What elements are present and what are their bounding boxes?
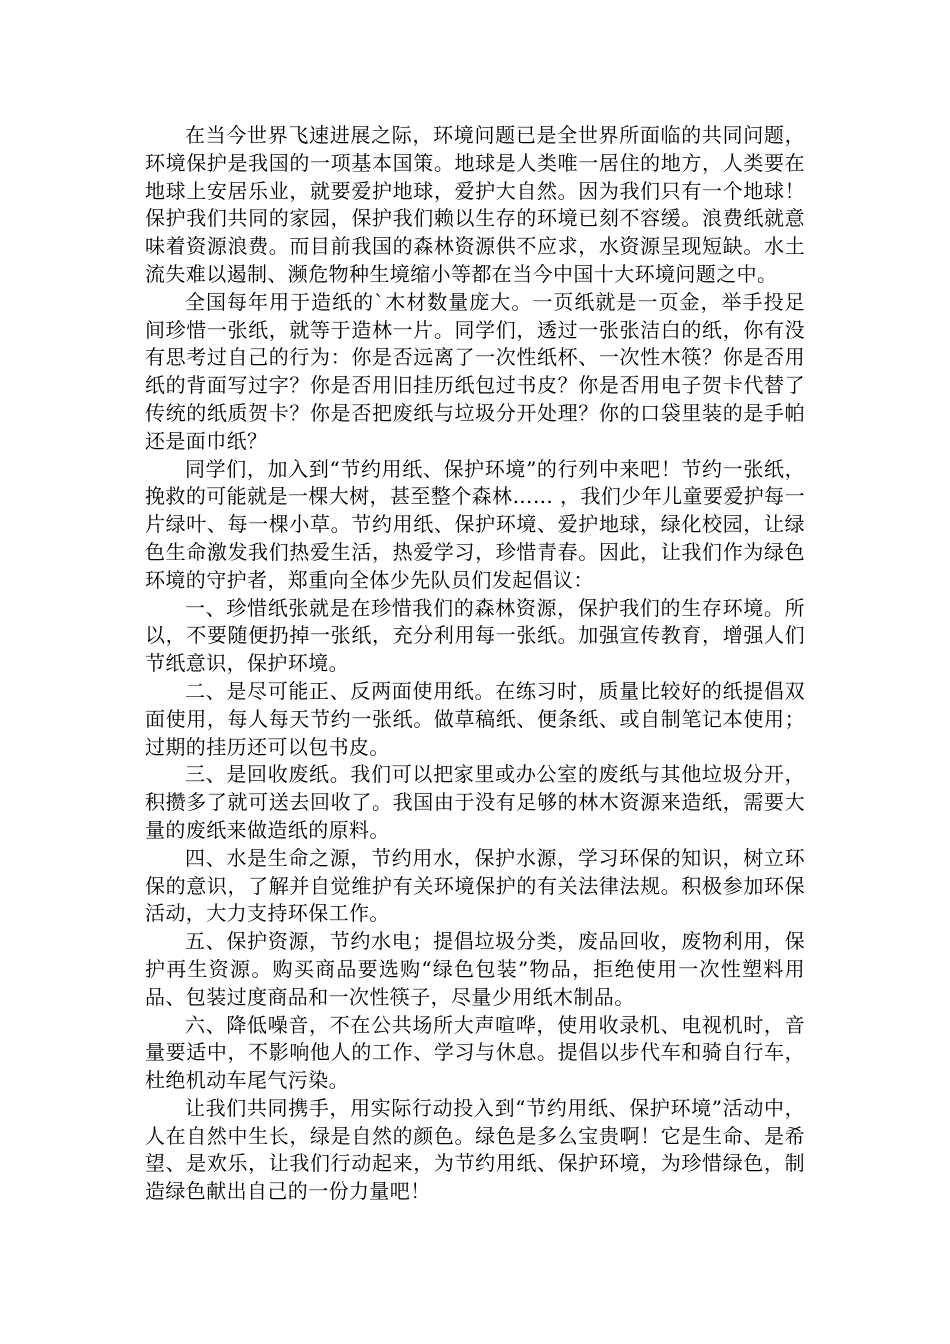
proposal-item-5: 五、保护资源，节约水电；提倡垃圾分类，废品回收，废物利用，保护再生资源。购买商品要选购“绿色包装”物品，拒绝使用一次性塑料用品、包装过度商品和一次性筷子，尽量少用纸木制品。 [145, 929, 805, 1009]
proposal-item-1: 一、珍惜纸张就是在珍惜我们的森林资源，保护我们的生存环境。所以，不要随便扔掉一张纸，充分利用每一张纸。加强宣传教育，增强人们节纸意识，保护环境。 [145, 595, 805, 676]
paragraph-paper-usage: 全国每年用于造纸的`木材数量庞大。一页纸就是一页金，举手投足间珍惜一张纸，就等于造林一片。同学们，透过一张张洁白的纸，你有没有思考过自己的行为：你是否远离了一次性纸杯、一次性木筷？你是否用纸的背面写过字？你是否用旧挂历纸包过书皮？你是否用电子贺卡代替了传统的纸质贺卡？你是否把废纸与垃圾分开处理？你的口袋里装的是手帕还是面巾纸？ [145, 289, 805, 453]
proposal-item-6: 六、降低噪音，不在公共场所大声喧哗，使用收录机、电视机时，音量要适中，不影响他人的工作、学习与休息。提倡以步代车和骑自行车，杜绝机动车尾气污染。 [145, 1012, 805, 1093]
document-body [145, 122, 805, 1206]
proposal-item-2: 二、是尽可能正、反两面使用纸。在练习时，质量比较好的纸提倡双面使用，每人每天节约一张纸。做草稿纸、便条纸、或自制笔记本使用；过期的挂历还可以包书皮。 [145, 678, 805, 759]
paragraph-closing: 让我们共同携手，用实际行动投入到“节约用纸、保护环境”活动中， 人在自然中生长，绿是自然的颜色。绿色是多么宝贵啊！它是生命、是希望、是欢乐，让我们行动起来，为节约用纸、保护环境，为珍惜绿色，制造绿色献出自己的一份力量吧！ [145, 1095, 805, 1204]
paragraph-call-to-action: 同学们，加入到“节约用纸、保护环境”的行列中来吧！节约一张纸，挽救的可能就是一棵大树，甚至整个森林…… ，我们少年儿童要爱护每一片绿叶、每一棵小草。节约用纸、保护环境、爱护地球，绿化校园，让绿色生命激发我们热爱生活，热爱学习，珍惜青春。因此，让我们作为绿色环境的守护者，郑重向全体少先队员们发起倡议： [145, 456, 805, 592]
proposal-item-4: 四、水是生命之源，节约用水，保护水源，学习环保的知识，树立环保的意识，了解并自觉维护有关环境保护的有关法律法规。积极参加环保活动，大力支持环保工作。 [145, 845, 805, 926]
proposal-item-3: 三、是回收废纸。我们可以把家里或办公室的废纸与其他垃圾分开，积攒多了就可送去回收了。我国由于没有足够的林木资源来造纸，需要大量的废纸来做造纸的原料。 [145, 762, 805, 842]
paragraph-intro: 在当今世界飞速进展之际，环境问题已是全世界所面临的共同问题，环境保护是我国的一项基本国策。地球是人类唯一居住的地方，人类要在地球上安居乐业，就要爱护地球，爱护大自然。因为我们只有一个地球！保护我们共同的家园，保护我们赖以生存的环境已刻不容缓。浪费纸就意味着资源浪费。而目前我国的森林资源供不应求，水资源呈现短缺。水土流失难以遏制、濒危物种生境缩小等都在当今中国十大环境问题之中。 [145, 123, 805, 286]
